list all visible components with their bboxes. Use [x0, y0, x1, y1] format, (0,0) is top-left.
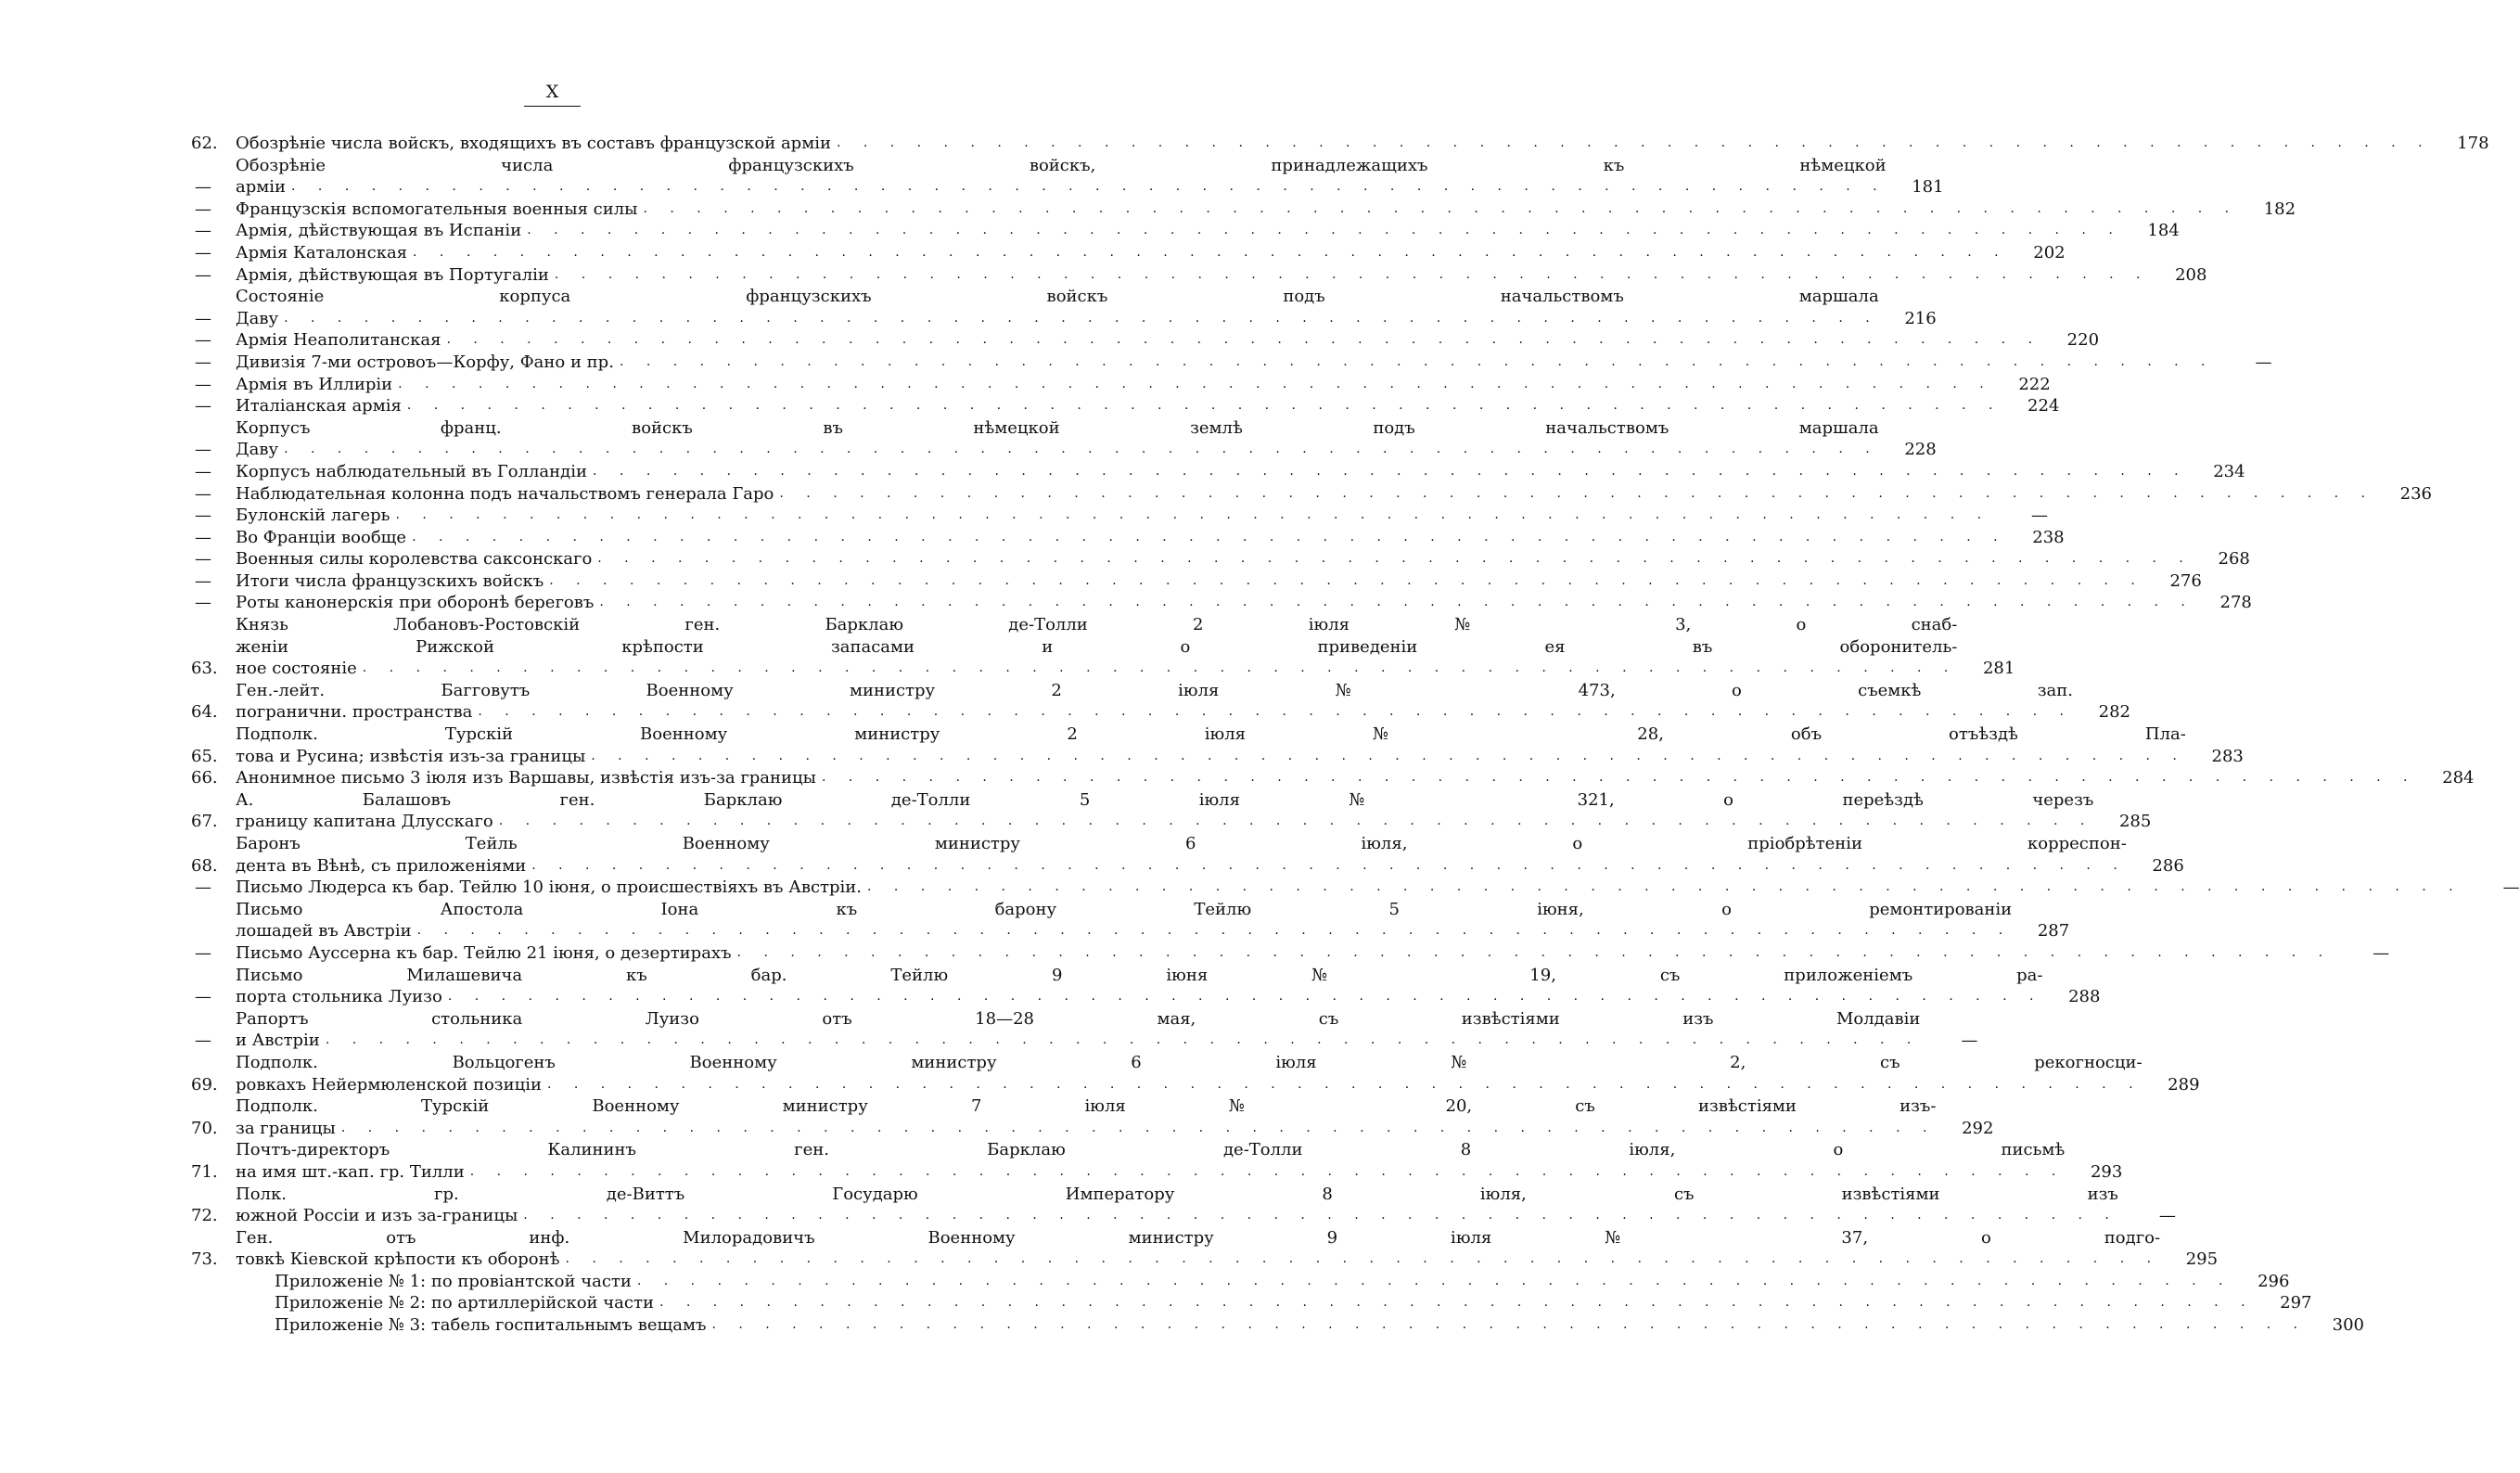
dot-leader [544, 570, 2144, 593]
entry-page-number: — [2158, 1206, 2176, 1226]
entry-number: 71. [191, 1161, 218, 1182]
entry-page-number: 178 [2457, 134, 2489, 153]
toc-entry [191, 505, 2049, 527]
toc-entry [191, 1052, 2200, 1095]
toc-entry [191, 1008, 1978, 1052]
dot-leader [465, 1161, 2066, 1184]
entry-title [236, 1052, 2155, 1095]
entry-title [236, 395, 2015, 417]
entry-title [236, 614, 1970, 680]
dot-leader [493, 811, 2094, 833]
entry-number: 72. [191, 1206, 218, 1226]
entry-number: — [195, 549, 211, 570]
toc-entry [191, 724, 2244, 767]
entry-title [236, 570, 2157, 593]
dot-leader [559, 1249, 2160, 1271]
dot-leader [587, 461, 2188, 483]
entry-number: — [195, 308, 211, 328]
entry-title-line: ное состояніе [236, 659, 357, 679]
entry-number: — [195, 1031, 211, 1051]
entry-title [236, 789, 2106, 833]
entry-number: 63. [191, 659, 218, 679]
entry-title-line: Дивизія 7-ми островоъ—Корфу, Фано и пр. [236, 352, 614, 372]
entry-title [236, 374, 2006, 396]
dot-leader [831, 133, 2432, 155]
toc-entry [191, 570, 2202, 593]
entry-title [236, 352, 2228, 374]
entry-title-line: за границы [236, 1118, 336, 1138]
entry-page-number: — [1961, 1031, 1978, 1051]
toc-entry [191, 461, 2245, 483]
entry-title [236, 199, 2251, 221]
entry-title [236, 965, 2055, 1008]
entry-number: — [195, 570, 211, 591]
entry-page-number: — [2255, 352, 2272, 372]
entry-number: — [195, 942, 211, 963]
entry-page-number: 216 [1904, 308, 1937, 328]
entry-title-line: Приложеніе № 1: по провіантской части [275, 1271, 632, 1291]
toc-entry [191, 614, 2015, 680]
entry-title [236, 242, 2021, 264]
entry-title-line: Роты канонерскія при оборонѣ береговъ [236, 593, 595, 613]
dot-leader [286, 176, 1887, 199]
toc-entry [191, 133, 2489, 155]
entry-number: — [195, 396, 211, 416]
entry-title [236, 592, 2207, 614]
toc-entry [191, 1314, 2365, 1337]
entry-title-line: Даву [236, 308, 279, 328]
entry-title-line: Состояніе корпуса французскихъ войскъ подъ начальствомъ маршала [236, 287, 1879, 307]
entry-page-number: 238 [2032, 527, 2065, 547]
entry-title-line: Во Франціи вообще [236, 527, 407, 547]
entry-title-line: Письмо Милашевича къ бар. Тейлю 9 іюня № 19, съ приложеніемъ ра- [236, 965, 2043, 985]
entry-page-number: 282 [2098, 702, 2130, 723]
dot-leader [521, 220, 2122, 242]
entry-title-line: Армія, дѣйствующая въ Португаліи [236, 264, 549, 285]
toc-entry [191, 1227, 2219, 1271]
toc-entry [191, 592, 2252, 614]
entry-page-number: — [2502, 877, 2520, 898]
entry-title-line: Ген.-лейт. Багговутъ Военному министру 2 іюля № 473, о съемкѣ зап. [236, 680, 2073, 700]
entry-title [236, 461, 2201, 483]
dot-leader [594, 592, 2194, 614]
toc-entry [191, 942, 2390, 965]
entry-title [236, 1314, 2320, 1337]
toc-entry [191, 767, 2475, 789]
entry-title-line: порта стольника Луизо [236, 987, 442, 1007]
entry-title-line: Анонимное письмо 3 іюля изъ Варшавы, извѣстія изъ-за границы [236, 768, 816, 788]
entry-number: 70. [191, 1118, 218, 1138]
entry-number: 65. [191, 746, 218, 766]
entry-title [236, 767, 2430, 789]
entry-page-number: 297 [2280, 1293, 2312, 1313]
entry-number: — [195, 177, 211, 198]
toc-entry [191, 548, 2250, 570]
entry-title [236, 1095, 1949, 1139]
entry-title-line: Почтъ-директоръ Калининъ ген. Барклаю де-Толли 8 іюля, о письмѣ [236, 1140, 2066, 1160]
toc-entry [191, 374, 2051, 396]
toc-entry [191, 417, 1937, 461]
entry-page-number: 208 [2175, 264, 2207, 285]
entry-title-line: товкѣ Кіевской крѣпости къ оборонѣ [236, 1249, 560, 1270]
dot-leader [549, 264, 2150, 287]
entry-page-number: 300 [2332, 1315, 2365, 1336]
toc-entry [191, 395, 2060, 417]
toc-entry [191, 483, 2432, 506]
entry-title-line: границу капитана Длусскаго [236, 812, 493, 832]
dot-leader [357, 658, 1958, 680]
entry-number: — [195, 440, 211, 460]
entry-number: 69. [191, 1074, 218, 1095]
dot-leader [526, 855, 2127, 877]
toc-entry [191, 242, 2066, 264]
toc-entry [191, 680, 2130, 724]
toc-entry [191, 1139, 2123, 1183]
entry-number: — [195, 264, 211, 285]
entry-title-line: лошадей въ Австріи [236, 921, 412, 941]
toc-entry [191, 329, 2100, 352]
entry-page-number: 181 [1912, 177, 1944, 198]
dot-leader [518, 1205, 2118, 1227]
entry-page-number: 289 [2168, 1074, 2200, 1095]
entry-title [236, 527, 2020, 549]
entry-title-line: Подполк. Турскій Военному министру 2 іюля № 28, объ отъѣздѣ Пла- [236, 724, 2186, 745]
entry-title-line: Булонскій лагерь [236, 506, 390, 526]
entry-title-line: ровкахъ Нейермюленской позиціи [236, 1074, 542, 1095]
dot-leader [585, 746, 2186, 768]
entry-title-line: женіи Рижской крѣпости запасами и о приведеніи ея въ оборонитель- [236, 636, 1958, 657]
entry-page-number: 281 [1982, 659, 2015, 679]
entry-title-line: Армія, дѣйствующая въ Испаніи [236, 221, 522, 241]
entry-page-number: 284 [2442, 768, 2475, 788]
dot-leader [278, 308, 1879, 330]
entry-title-line: Ген. отъ инф. Милорадовичъ Военному министру 9 іюля № 37, о подго- [236, 1227, 2161, 1248]
entry-title [236, 899, 2025, 942]
dot-leader [336, 1118, 1937, 1140]
dot-leader [732, 942, 2333, 965]
entry-title-line: арміи [236, 177, 287, 198]
entry-page-number: 286 [2152, 855, 2184, 876]
page-header [0, 82, 1105, 107]
entry-title [236, 942, 2345, 965]
entry-title-line: Армія въ Иллиріи [236, 374, 393, 394]
entry-title [236, 680, 2086, 724]
entry-title-line: това и Русина; извѣстія изъ-за границы [236, 746, 586, 766]
dot-leader [614, 352, 2215, 374]
entry-number: 73. [191, 1249, 218, 1270]
toc-entry [191, 877, 2520, 899]
entry-page-number: 228 [1904, 440, 1937, 460]
entry-title-line: южной Россіи и изъ за-границы [236, 1206, 518, 1226]
entry-title-line: Корпусъ наблюдательный въ Голландіи [236, 461, 588, 481]
entry-page-number: 288 [2068, 987, 2101, 1007]
entry-number: — [195, 506, 211, 526]
toc-entry [191, 1292, 2312, 1314]
entry-page-number: — [2373, 942, 2390, 963]
dot-leader [442, 986, 2043, 1008]
dot-leader [816, 767, 2417, 789]
entry-number: — [195, 593, 211, 613]
entry-title-line: погранични. пространства [236, 702, 473, 723]
entry-title [236, 1227, 2173, 1271]
entry-page-number: — [2031, 506, 2049, 526]
table-of-contents [191, 133, 2520, 1337]
entry-page-number: 222 [2018, 374, 2051, 394]
entry-number: — [195, 987, 211, 1007]
entry-number: — [195, 483, 211, 504]
entry-title [236, 1271, 2245, 1293]
entry-title [236, 1139, 2078, 1183]
entry-number: — [195, 461, 211, 481]
entry-title-line: Даву [236, 440, 279, 460]
toc-entry [191, 527, 2065, 549]
entry-title-line: Обозрѣніе числа французскихъ войскъ, принадлежащихъ къ нѣмецкой [236, 155, 1887, 175]
entry-title-line: Обозрѣніе числа войскъ, входящихъ въ составъ французской арміи [236, 134, 831, 153]
dot-leader [472, 701, 2073, 724]
entry-page-number: 283 [2211, 746, 2244, 766]
entry-title-line: дента въ Вѣнѣ, съ приложеніями [236, 855, 527, 876]
dot-leader [638, 199, 2239, 221]
dot-leader [654, 1292, 2255, 1314]
entry-number: — [195, 374, 211, 394]
toc-entry [191, 155, 1944, 199]
toc-entry [191, 789, 2152, 833]
entry-title-line: Письмо Людерса къ бар. Тейлю 10 іюня, о происшествіяхъ въ Австріи. [236, 877, 863, 898]
entry-title [236, 133, 2445, 155]
entry-title-line: Приложеніе № 3: табель госпитальнымъ вещамъ [275, 1315, 707, 1336]
entry-title-line: Армія Каталонская [236, 242, 408, 263]
entry-title [236, 505, 2003, 527]
entry-title-line: и Австріи [236, 1031, 320, 1051]
entry-page-number: 236 [2399, 483, 2432, 504]
entry-page-number: 295 [2185, 1249, 2219, 1270]
entry-page-number: 234 [2213, 461, 2245, 481]
toc-entry [191, 286, 1937, 329]
dot-leader [441, 329, 2041, 352]
entry-title [236, 1184, 2131, 1227]
entry-page-number: 276 [2169, 570, 2202, 591]
entry-page-number: 268 [2218, 549, 2250, 570]
toc-entry [191, 264, 2207, 287]
entry-page-number: 296 [2258, 1271, 2290, 1291]
entry-page-number: 202 [2033, 242, 2066, 263]
entry-title-line: Наблюдательная колонна подъ начальствомъ генерала Гаро [236, 483, 774, 504]
dot-leader [774, 483, 2374, 506]
entry-title-line: Письмо Аусcерна къ бар. Тейлю 21 іюня, о дезертирахъ [236, 942, 732, 963]
entry-page-number: 293 [2090, 1161, 2123, 1182]
toc-entry [191, 352, 2272, 374]
dot-leader [392, 374, 1993, 396]
entry-title-line: Князь Лобановъ-Ростовскій ген. Барклаю де-Толли 2 іюля № 3, о снаб- [236, 615, 1958, 635]
entry-number: — [195, 877, 211, 898]
entry-page-number: 182 [2263, 199, 2296, 219]
entry-number: — [195, 242, 211, 263]
toc-entry [191, 199, 2296, 221]
entry-title-line: Подполк. Вольцогенъ Военному министру 6 іюля № 2, съ рекогносци- [236, 1052, 2143, 1072]
dot-leader [542, 1074, 2143, 1096]
entry-number: 68. [191, 855, 218, 876]
toc-entry [191, 965, 2101, 1008]
entry-title [236, 833, 2140, 877]
entry-title-line: Письмо Апостола Іона къ барону Тейлю 5 іюня, о ремонтированіи [236, 899, 2013, 919]
entry-title [236, 220, 2135, 242]
dot-leader [320, 1030, 1921, 1052]
entry-page-number: 184 [2147, 221, 2180, 241]
entry-page-number: 285 [2118, 812, 2152, 832]
entry-title [236, 417, 1892, 461]
entry-title-line: Подполк. Турскій Военному министру 7 іюля № 20, съ извѣстіями изъ- [236, 1096, 1937, 1117]
entry-page-number: 220 [2066, 330, 2100, 351]
dot-leader [592, 548, 2193, 570]
entry-title-line: Итоги числа французскихъ войскъ [236, 570, 544, 591]
entry-title-line: А. Балашовъ ген. Барклаю де-Толли 5 іюля № 321, о переѣздѣ черезъ [236, 789, 2094, 810]
toc-entry [191, 1184, 2176, 1227]
entry-title-line: Корпусъ франц. войскъ въ нѣмецкой землѣ подъ начальствомъ маршала [236, 417, 1879, 438]
entry-number: — [195, 330, 211, 351]
entry-title [236, 877, 2475, 899]
entry-number: — [195, 199, 211, 219]
entry-number: 67. [191, 812, 218, 832]
entry-title-line: Рапортъ стольника Луизо отъ 18—28 мая, съ извѣстіями изъ Молдавіи [236, 1008, 1921, 1029]
toc-entry [191, 1095, 1994, 1139]
entry-number: 62. [191, 134, 218, 153]
toc-entry [191, 220, 2180, 242]
entry-title-line: Армія Неаполитанская [236, 330, 441, 351]
entry-title [236, 286, 1892, 329]
entry-number: — [195, 352, 211, 372]
entry-title [236, 1008, 1933, 1052]
entry-title-line: Полк. гр. де-Виттъ Государю Императору 8 іюля, съ извѣстіями изъ [236, 1184, 2118, 1204]
entry-number: — [195, 527, 211, 547]
entry-title [236, 1292, 2268, 1314]
dot-leader [862, 877, 2462, 899]
dot-leader [407, 242, 2008, 264]
entry-page-number: 292 [1962, 1118, 1994, 1138]
entry-page-number: 287 [2037, 921, 2070, 941]
dot-leader [706, 1314, 2307, 1337]
toc-entry [191, 899, 2070, 942]
entry-title-line: Французскія вспомогательныя военныя силы [236, 199, 638, 219]
entry-title [236, 264, 2162, 287]
entry-page-number: 224 [2028, 396, 2060, 416]
dot-leader [406, 527, 2007, 549]
entry-title [236, 483, 2387, 506]
toc-entry [191, 833, 2184, 877]
dot-leader [278, 439, 1879, 461]
entry-title-line: Баронъ Тейль Военному министру 6 іюля, о пріобрѣтеніи корреспон- [236, 834, 2127, 853]
entry-page-number: 278 [2219, 593, 2252, 613]
entry-title [236, 724, 2199, 767]
toc-entry [191, 1271, 2290, 1293]
dot-leader [402, 395, 2002, 417]
entry-number: 64. [191, 702, 218, 723]
entry-title [236, 155, 1900, 199]
entry-number: — [195, 221, 211, 241]
entry-number: 66. [191, 768, 218, 788]
entry-title-line: на имя шт.-кап. гр. Тилли [236, 1161, 465, 1182]
entry-title-line: Италіанская армія [236, 396, 402, 416]
entry-title-line: Военныя силы королевства саксонскаго [236, 549, 593, 570]
dot-leader [390, 505, 1990, 527]
dot-leader [632, 1271, 2232, 1293]
entry-title [236, 329, 2054, 352]
entry-title [236, 548, 2206, 570]
dot-leader [412, 920, 2013, 942]
page-number: X [524, 82, 582, 107]
entry-title-line: Приложеніе № 2: по артиллерійской части [275, 1293, 654, 1313]
